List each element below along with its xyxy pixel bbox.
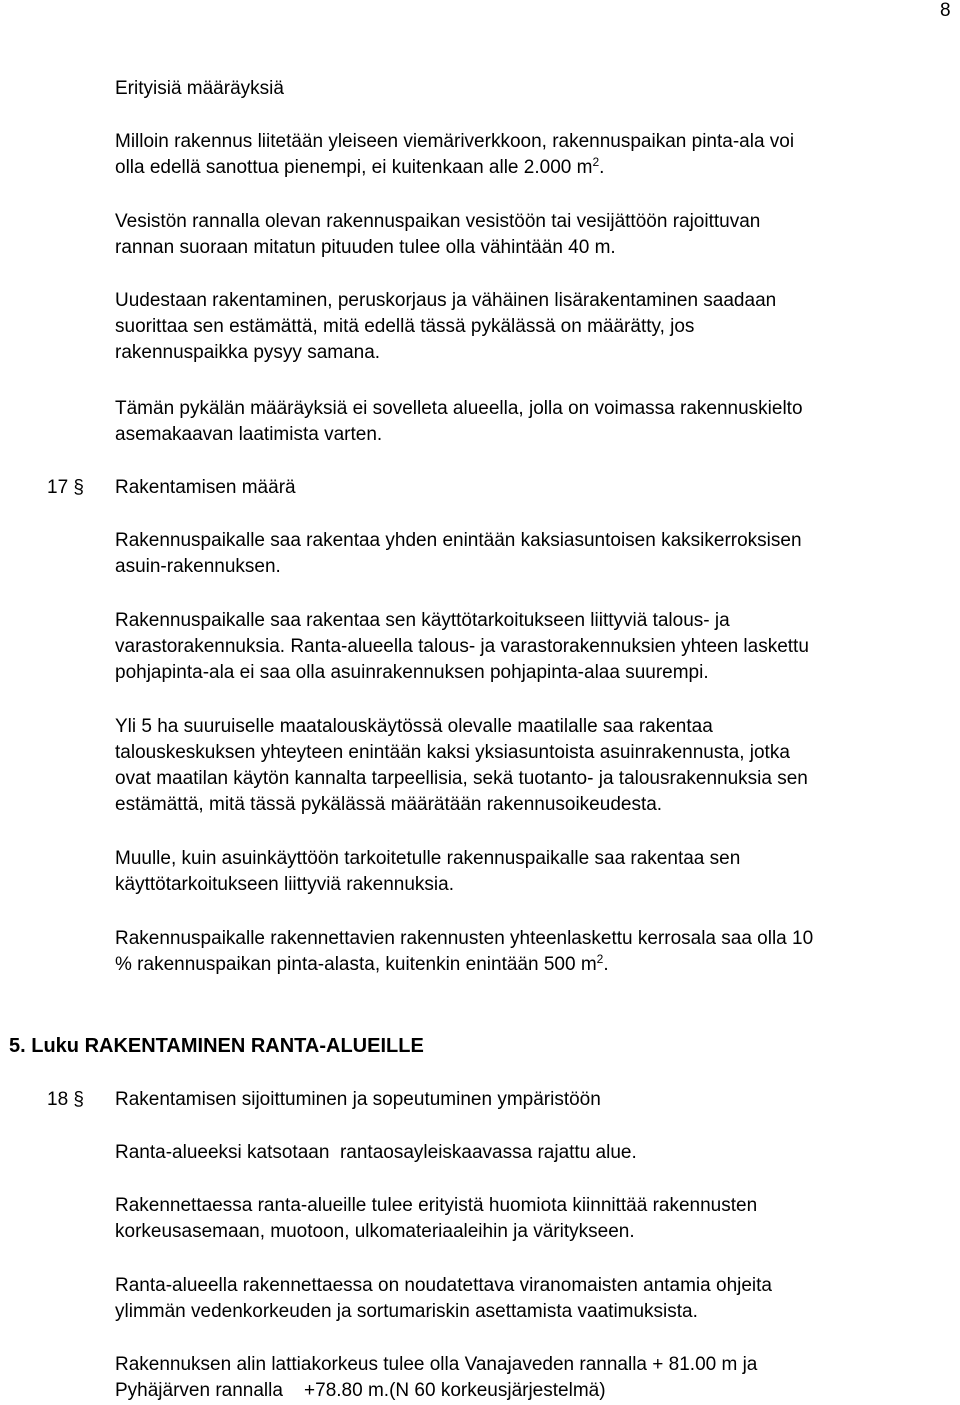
paragraph-line: Rakennuspaikalle saa rakentaa sen käyttötarkoitukseen liittyviä talous- ja [115,610,730,631]
paragraph-line: Uudestaan rakentaminen, peruskorjaus ja vähäinen lisärakentaminen saadaan [115,290,777,311]
section-18-paragraph-2 [115,1193,955,1245]
paragraph-line: talouskeskuksen yhteyteen enintään kaksi yksiasuntoista asuinrakennusta, jotka [115,742,790,763]
section-18-number: 18 § [47,1089,84,1110]
paragraph-line: ovat maatilan käytön kannalta tarpeellisia, sekä tuotanto- ja talousrakennuksia sen [115,768,808,789]
special-provisions-paragraph-4 [115,396,955,448]
section-17-paragraph-3 [115,714,955,818]
paragraph-line: Rakennuspaikalle rakennettavien rakennusten yhteenlaskettu kerrosala saa olla 10 [115,928,814,949]
paragraph-text: olla edellä sanottua pienempi, ei kuitenkaan alle 2.000 m [115,157,593,178]
paragraph-line: pohjapinta-ala ei saa olla asuinrakennuksen pohjapinta-alaa suurempi. [115,662,709,683]
paragraph-text: . [603,954,609,975]
paragraph-line: Pyhäjärven rannalla +78.80 m.(N 60 korkeusjärjestelmä) [115,1380,606,1401]
superscript: 2 [592,155,600,169]
paragraph-line: Ranta-alueeksi katsotaan rantaosayleiskaavassa rajattu alue. [115,1142,637,1163]
chapter-5-heading: 5. Luku RAKENTAMINEN RANTA-ALUEILLE [9,1035,424,1057]
paragraph-line: estämättä, mitä tässä pykälässä määrätään rakennusoikeudesta. [115,794,663,815]
section-17-paragraph-1 [115,528,955,580]
paragraph-line: Rakennuspaikalle saa rakentaa yhden enintään kaksiasuntoisen kaksikerroksisen [115,530,802,551]
paragraph-line [115,952,955,978]
section-17-title: Rakentamisen määrä [115,477,296,498]
heading-text: Erityisiä määräyksiä [115,78,284,99]
superscript: 2 [596,952,604,966]
paragraph-line: Vesistön rannalla olevan rakennuspaikan vesistöön tai vesijättöön rajoittuvan [115,211,761,232]
section-17-paragraph-5 [115,926,955,978]
page-number: 8 [940,0,951,21]
paragraph-line: korkeusasemaan, muotoon, ulkomateriaaleihin ja väritykseen. [115,1221,635,1242]
section-18-paragraph-4 [115,1352,955,1404]
paragraph-line: käyttötarkoitukseen liittyviä rakennuksia. [115,874,454,895]
section-18-paragraph-3 [115,1273,955,1325]
paragraph-line: Milloin rakennus liitetään yleiseen viemäriverkkoon, rakennuspaikan pinta-ala voi [115,131,795,152]
paragraph-line: asuin-rakennuksen. [115,556,281,577]
special-provisions-heading [115,76,955,102]
paragraph-line: asemakaavan laatimista varten. [115,424,383,445]
paragraph-text: . [599,157,605,178]
paragraph-line: rannan suoraan mitatun pituuden tulee olla vähintään 40 m. [115,237,616,258]
paragraph-line: Yli 5 ha suuruiselle maatalouskäytössä olevalle maatilalle saa rakentaa [115,716,713,737]
paragraph-line: Rakennettaessa ranta-alueille tulee erityistä huomiota kiinnittää rakennusten [115,1195,758,1216]
special-provisions-paragraph-2 [115,209,955,261]
section-17-paragraph-4 [115,846,955,898]
paragraph-line: Muulle, kuin asuinkäyttöön tarkoitetulle rakennuspaikalle saa rakentaa sen [115,848,741,869]
paragraph-line: varastorakennuksia. Ranta-alueella talous- ja varastorakennuksien yhteen laskettu [115,636,809,657]
paragraph-text: % rakennuspaikan pinta-alasta, kuitenkin enintään 500 m [115,954,597,975]
section-17-number: 17 § [47,477,84,498]
paragraph-line: Tämän pykälän määräyksiä ei sovelleta alueella, jolla on voimassa rakennuskielto [115,398,803,419]
special-provisions-paragraph-1 [115,129,955,181]
paragraph-line [115,155,955,181]
section-18-paragraph-1 [115,1140,955,1166]
paragraph-line: Ranta-alueella rakennettaessa on noudatettava viranomaisten antamia ohjeita [115,1275,772,1296]
section-17-paragraph-2 [115,608,955,686]
paragraph-line: ylimmän vedenkorkeuden ja sortumariskin asettamista vaatimuksista. [115,1301,698,1322]
section-18-title: Rakentamisen sijoittuminen ja sopeutuminen ympäristöön [115,1089,601,1110]
paragraph-line: rakennuspaikka pysyy samana. [115,342,381,363]
paragraph-line: Rakennuksen alin lattiakorkeus tulee olla Vanajaveden rannalla + 81.00 m ja [115,1354,758,1375]
paragraph-line: suorittaa sen estämättä, mitä edellä tässä pykälässä on määrätty, jos [115,316,695,337]
special-provisions-paragraph-3 [115,288,955,366]
